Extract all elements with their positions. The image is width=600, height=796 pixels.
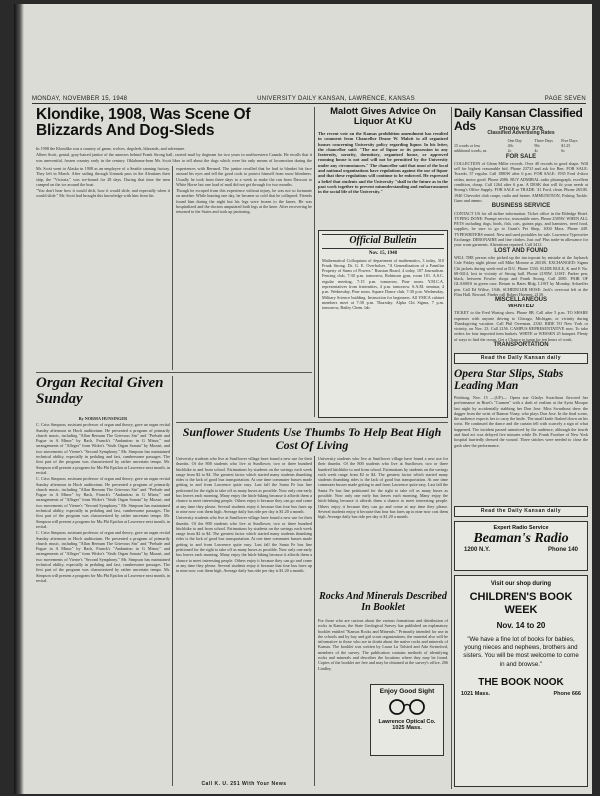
klondike-column-2	[176, 166, 312, 370]
rates-cell: 90c	[534, 142, 541, 148]
masthead	[32, 94, 586, 104]
beaman-addr: 1200 N.Y.	[464, 547, 491, 553]
sunflower-article-1	[176, 456, 312, 790]
klondike-lede-text: In 1908 the Klondike was a country of game, wolves, dogsleds, blizzards, and adventure.	[36, 146, 186, 151]
radio-service-label: Expert Radio Service	[493, 525, 549, 531]
klondike-body2: Mr. Scott went to Alaska in 1908 as an employee of a Seattle canning factory. They left in March. After sailing through Unimak pass in the Aleutians their ship, the "Victoria," was ice-bound for 28 days. During that time the men camped on the ice around the boat.	[36, 166, 170, 187]
beaman-name: Beaman's Radio	[473, 531, 569, 546]
masthead-page: PAGE SEVEN	[544, 95, 586, 102]
book-nook-addr: 1021 Mass.	[461, 690, 491, 697]
beaman-contact	[458, 547, 584, 553]
rates-cell: additional words, ea.	[454, 147, 488, 153]
visit-label: Visit our shop during	[490, 581, 552, 587]
rates-cell: $1.25	[561, 142, 571, 148]
klondike-headline: Klondike, 1908, Was Scene Of Blizzards And Dog-Sleds	[36, 106, 251, 140]
newspaper-page	[14, 4, 592, 794]
klondike-body4: experiences with Bernard. The janitor recalled that he had to blanket his face around his eyes and tell the good cook to protect himself from snow blindness. Usually he took from three days to a week to make the run from Dawson to White Horse but one load of mail did not get through for two months.	[176, 166, 312, 187]
classified-section-body: TICKET to the Fred Waring show. Phone 8B. Call after 5 p.m. TO SHARE expenses with anyone driving to Chicago, Michigan, or vicinity during Thanksgiving vacation. Call Phil Overman, 2330. RIDE TO New York or vicinity, on Nov. 23. Call 2156. CAMPUS REPRESENTATIVE now. To take orders for four imported item baskets. WHITE or WESSEN 25 banquet. Plenty of ways to find the ocean. Get a Chance to jump for ten hours of work.	[454, 310, 588, 342]
classified-phone: Phone KU 376	[499, 126, 543, 132]
classified-section-title: TRANSPORTATION	[493, 342, 549, 349]
organ-body-cont2: C. Criss Simpson, assistant professor of organ and theory, gave an organ recital Sunday afternoon in Hoch auditorium. He presented a program of primarily church music, including "Allan Bernum The Grievous Sin" and "Prelude and Fugue in A Minor" by Bach, Franck's "Andantino in G Minor," and arrangements of "Alleger" from Widor's "Sixth Organ Sonata" by Mozart, and two movements of Vierne's "Second Symphony." Mr. Simpson has maintained technical ability, especially in pedaling and fast, cumbersome passages. The first part of the program was characterized by rather uncertain tempo. Mr. Simpson will present a program for Mu Phi Epsilon at Lawrence next month, in recital.	[36, 530, 170, 583]
column-rule	[172, 376, 173, 786]
classified-section-title: MISCELLANEOUS	[494, 297, 547, 302]
malott-headline-top: Malott Gives Advice On Liquor At KU	[330, 106, 436, 127]
glasses-icon	[387, 698, 427, 716]
rates-cell: 4c	[534, 147, 539, 153]
malott-article	[318, 131, 448, 227]
book-nook-ad	[454, 575, 588, 787]
organ-body-cont: C. Criss Simpson, assistant professor of organ and theory, gave an organ recital Sunday afternoon in Hoch auditorium. He presented a program of primarily church music, including "Allan Bernum The Grievous Sin" and "Prelude and Fugue in A Minor" by Bach, Franck's "Andantino in G Minor," and arrangements of "Alleger" from Widor's "Sixth Organ Sonata" by Mozart, and two movements of Vierne's "Second Symphony." Mr. Simpson has maintained technical ability, especially in pedaling and fast, cumbersome passages. The first part of the program was characterized by rather uncertain tempo. Mr. Simpson will present a program for Mu Phi Epsilon at Lawrence next month, in recital.	[36, 476, 170, 529]
classified-section-body: COLLECTION of Glenn Miller records. Over 40 records in good shape. Will sell for highest reasonable bid. Phone 2373J and ask for Ben. FOR SALE: Tuxedo, 37 regular. Call 1880W after 6 p.m. FOR SALE: 1935 Ford 4-door sedan, motor good. Phone 2086. BUY ADMIRAL radio phonograph, excellent condition, cheap. Call 1264 after 6 p.m. A DESK that will fit your needs at Strong's Office Supply. FOR SALE or TRADE: '41 Ford, clean. Phone 2651R. 1940 Chevrolet club coupe, radio and heater. AMMUNITION, Fishing Tackle. Guns and ammo.	[454, 160, 588, 203]
classified-section-body: WILL THE person who picked up the tan topcoat by mistake at the Jayhawk Cafe Friday night please call Mike Monroe at 2651R. EXCHANGED: Sigma Chi jackets during week-end at D.U. Phone 1530. SLIDE RULE, K and E No. 68-0414, lost in vicinity of Strong hall. Phone 2195W. LOST: Parker pen, black, between Fowler shops and Frank Strong. Call 2085. PAIR OF GLASSES in green case. Return to Bates Bldg. LOST by Monday, Schaeffer pen. Call Ed Wiltse, 1946. SCHEDULER HOSE: Jack's overcoat left at the Flint Hall. Reward. Finder call Robert Hoerner, 2130.	[454, 254, 588, 298]
classified-section-title: LOST AND FOUND	[494, 247, 548, 254]
sunflower-headline: Sunflower Students Use Thumbs To Help Beat High Cost Of Living	[182, 425, 442, 452]
book-nook-phone: Phone 666	[553, 690, 581, 697]
klondike-lede	[36, 146, 312, 164]
organ-body: C. Criss Simpson, assistant professor of organ and theory, gave an organ recital Sunday afternoon in Hoch auditorium. He presented a program of primarily church music, including "Allan Bernum The Grievous Sin" and "Prelude and Fugue in A Minor" by Bach, Franck's "Andantino in G Minor," and arrangements of "Alleger" from Widor's "Sixth Organ Sonata" by Mozart, and two movements of Vierne's "Second Symphony." Mr. Simpson has maintained technical ability, especially in pedaling and fast, cumbersome passages. The first part of the program was characterized by rather uncertain tempo. Mr. Simpson will present a program for Mu Phi Epsilon at Lawrence next month, in recital.	[36, 422, 170, 475]
opera-article	[454, 395, 588, 503]
sunflower-article-2	[318, 456, 448, 588]
bulletin-title: Official Bulletin	[322, 234, 444, 249]
rates-header: Five Days	[561, 137, 578, 143]
organ-byline: By NORMA HUNSINGER	[78, 416, 128, 421]
column-rule	[314, 107, 315, 417]
klondike-body3: "You don't hear how it would drift, how it would slide, and especially when it would slide." Mr. Scott had brought this knowledge with him from his	[36, 188, 170, 199]
bulletin-body: Mathematical Colloquium of department of mathematics, 3 today, 310 Frank Strong. Dr. G. E. Overholser, "A Generalization of a Familiar Property of Sums of Powers." Russian Board, 4 today, 107 Journalism. Fencing club, 7:30 p.m. tomorrow, Robinson gym, room 101. A.S.C. regular meeting, 7:15 p.m. tomorrow, Pine room. Y.M.C.A. representatives from fraternities, 4 p.m. tomorrow. S.A.M. seminar, 4 p.m. Wednesday, Pine room. Square Dance club, 7:30 p.m. Wednesday, Military Science building. Instruction for beginners. All YMCA cabinet members meet at 7:30 p.m. Thursday. Alpha Chi Sigma, 7 p.m. tomorrow, Bailey Chem. lab.	[322, 257, 444, 311]
rocks-body: For those who are curious about the various formations and distribution of rocks in Kansas, the State Geological Survey has published an explanatory booklet entitled "Kansas Rocks and Minerals." Primarily intended for use in the schools and by boy and girl scout organizations, the material also will be informative to those who are in doubt about the native rocks and minerals of Kansas. The booklet was written by Laura Lu Tolsted and Ada Swineford, members of the survey. The publication contains methods of identifying rocks and minerals and describes the locations where they may be found. Copies of the booklet are free and may be obtained at the survey's office, 206 Lindley.	[318, 618, 448, 671]
optical-headline: Enjoy Good Sight	[379, 688, 435, 695]
section-rule	[36, 372, 312, 373]
classified-section-title: WANTED	[508, 304, 534, 309]
klondike-body5: Though he escaped from this experience without injury, he was not so fortunate on another. While hunting one day, he became so cold that he collapsed. Friends found him during the night but his legs were frozen to the knees. He was hospitalized and the doctors amputated both legs at the knee. After recovering he returned to the States and took up janitoring.	[176, 188, 312, 215]
opera-body: Pittsburg, Nov. 15 —(UP)— Opera star Gladys Swarthout flavored her performance in Bizet's "Carmen" with a dash of realism at the Syria Mosque last night by accidentally stabbing her Don Jose. Miss Swarthout drew the dagger from the wrist of Ramon Vinay, who plays Don Jose. In the final scene, the audience expects her to carry the knife. The small knife flashed down on his wrist. He continued the dance and the curtain fell with scarcely a sign of what happened. The incident passed unnoticed by the audience, although the fourth and final act was delayed five minutes while Dr. Frank Fooshee of New York hospital hurriedly dressed the wound. Three stitches were needed to close the gash after the performance.	[454, 395, 588, 448]
organ-headline: Organ Recital Given Sunday	[36, 375, 164, 407]
classified-footer: Read the Daily Kansan daily	[454, 353, 588, 364]
classified-section-body: CONTACT US for all airline information. Ticket office in the Eldridge Hotel. TYPING DONE: Prompt service, reasonable rates. Phone 2585W. WHEN ALL PETS including dogs, birds, fish, cats, guinea pigs, and hamsters, need food, supplies, be sure to go to Grant's Pet Shop, 1004 Mass. Phone 449. TYPEWRITERS rented. New and used portables for sale. Lawrence Typewriter Exchange. DEBONAIRE and fine clothes. Just out! Plus trade-in allowance for your worn garments. Alterations repaired. Call 3412.	[454, 210, 588, 248]
rocks-headline: Rocks And Minerals Described In Booklet	[319, 591, 447, 613]
sunflower-credit: Call K. U. 251 With Your News	[201, 781, 287, 787]
classified-wanted-col	[454, 304, 588, 350]
sunflower-body-col2: University students who live at Sunflower village have found a new use for their thumbs. Of the 800 students who live at Sunflower, two or three hundred hitchhike to and from school. Estimations by students on the savings each week range from $2 to $4. The greatest factor which started many students thumbing rides is the lack of good bus transportation. At one time commuter busses made getting to and from Lawrence quite easy. Last fall the Santa Fe bus line petitioned for the right to take off as many buses as possible. Now only one early bus leaves each morning. Many enjoy the hitch-hiking because it affords them a chance to meet interesting people. Others enjoy it because they can go and come at any time they please. Several students enjoy it because that four bus fares up to nine now cost them high. Average daily bus ride per day is $1.20 a month.	[318, 456, 448, 520]
classified-banner: Daily Kansan Classified Ads	[454, 106, 583, 133]
rates-header: Three Days	[534, 137, 553, 143]
rates-cell: 6c	[561, 147, 565, 153]
rates-table	[454, 138, 588, 153]
column-rule	[172, 166, 173, 370]
rates-cell: 2c	[507, 147, 512, 153]
column-rule	[451, 107, 452, 789]
section-rule	[176, 422, 448, 423]
masthead-date: MONDAY, NOVEMBER 15, 1948	[32, 95, 128, 102]
read-daily-box: Read the Daily Kansan daily	[454, 506, 588, 517]
classified-section-body	[454, 349, 588, 350]
sunflower-body: University students who live at Sunflower village have found a new use for their thumbs. Of the 800 students who live at Sunflower, two or three hundred hitchhike to and from school. Estimations by students on the savings each week range from $2 to $4. The greatest factor which started many students thumbing rides is the lack of good bus transportation. At one time commuter busses made getting to and from Lawrence quite easy. Last fall the Santa Fe bus line petitioned for the right to take off as many buses as possible. Now only one early bus leaves each morning. Many enjoy the hitch-hiking because it affords them a chance to meet interesting people. Others enjoy it because they can go and come at any time they please. Several students enjoy it because that four bus fares up to nine now cost them high. Average daily bus ride per day is $1.20 a month.	[176, 456, 312, 514]
opera-headline: Opera Star Slips, Stabs Leading Man	[454, 368, 564, 393]
book-week-dates: Nov. 14 to 20	[496, 621, 546, 630]
rates-cell: 40c	[507, 142, 514, 148]
klondike-body1-short: Albert Scott, genial, gray-haired janitor of the annexes behind Frank Strong hall, carried mail by dogteam for two years in northwestern Canada. He recalls that it was uneventful, frozen country early in the century. Oklahoma-born Mr. Scott likes to tell about the dogs which were his only means of locomotion during the	[36, 152, 312, 163]
classified-section-title: FOR SALE	[505, 153, 537, 160]
book-week-body: "We have a fine lot of books for babies, young nieces and nephews, brothers and sisters. You will be most welcome to come in and browse."	[463, 636, 579, 668]
optical-addr: 1025 Mass.	[392, 725, 422, 731]
column-rule	[314, 456, 315, 786]
book-week-title: CHILDREN'S BOOK WEEK	[469, 591, 573, 616]
beaman-radio-ad	[454, 521, 588, 571]
beaman-phone: Phone 140	[547, 547, 578, 553]
lawrence-optical-ad	[370, 684, 444, 756]
classified-ads-col	[454, 126, 588, 302]
classified-rates-title: Classified Advertising Rates	[487, 130, 555, 137]
klondike-column-1	[36, 166, 170, 370]
masthead-paper: UNIVERSITY DAILY KANSAN, LAWRENCE, KANSAS	[257, 95, 415, 102]
bulletin-date: Nov. 15, 1948	[368, 250, 398, 256]
optical-name: Lawrence Optical Co.	[378, 719, 436, 725]
rates-header: One Day	[507, 137, 522, 143]
classified-section-title: BUSINESS SERVICE	[491, 203, 551, 210]
book-nook-name: THE BOOK NOOK	[478, 676, 564, 688]
book-nook-contact	[461, 691, 581, 697]
official-bulletin	[318, 230, 448, 418]
malott-body: The recent vote on the Kansas prohibition amendment has resulted in comment from Chancellor Deane W. Malott to all organized houses concerning University policy regarding liquor. In his letter, the chancellor said: "The use of liquor or its possession in any fraternity, sorority, dormitory, organized house, or approved rooming house is not and will not be permitted by the University under any circumstances." The chancellor said that most of the local and national organizations have regulations against the use of liquor and that these regulations will continue to be enforced. He expressed a belief that students and the University "shall in the future as in the past work together to prevent misunderstanding and embarrassment in the social life of the University."	[318, 131, 448, 195]
rates-cell: 15 words or less	[454, 142, 481, 148]
organ-article	[36, 416, 170, 786]
sunflower-body-cont: University students who live at Sunflower village have found a new use for their thumbs. Of the 800 students who live at Sunflower, two or three hundred hitchhike to and from school. Estimations by students on the savings each week range from $2 to $4. The greatest factor which started many students thumbing rides is the lack of good bus transportation. At one time commuter busses made getting to and from Lawrence quite easy. Last fall the Santa Fe bus line petitioned for the right to take off as many buses as possible. Now only one early bus leaves each morning. Many enjoy the hitch-hiking because it affords them a chance to meet interesting people. Others enjoy it because they can go and come at any time they please. Several students enjoy it because that four bus fares up to nine now cost them high. Average daily bus ride per day is $1.20 a month.	[176, 515, 312, 574]
